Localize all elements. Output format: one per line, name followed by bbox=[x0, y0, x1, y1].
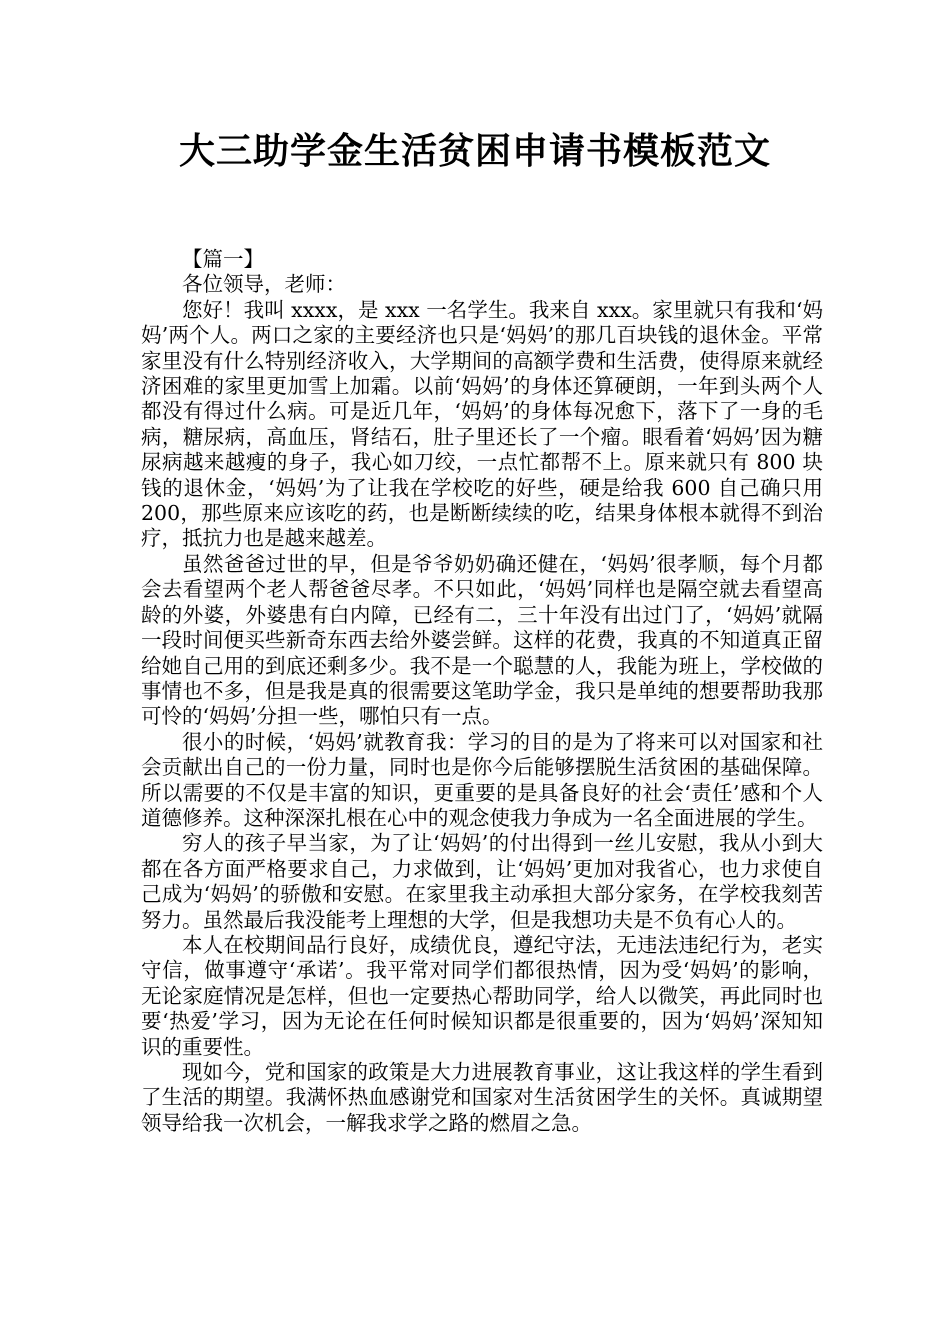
body-paragraph-1: 您好！我叫 xxxx，是 xxx 一名学生。我来自 xxx。家里就只有我和‘妈妈’两个人。两口之家的主要经济也只是‘妈妈’的那几百块钱的退休金。平常家里没有什么特别经济收入，大学期间的高额学费和生活费，使得原来就经济困难的家里更加雪上加霜。以前‘妈妈’的身体还算硬朗，一年到头两个人都没有得过什么病。可是近几年，‘妈妈’的身体每况愈下，落下了一身的毛病，糖尿病，高血压，肾结石，肚子里还长了一个瘤。眼看着‘妈妈’因为糖尿病越来越瘦的身子，我心如刀绞，一点忙都帮不上。原来就只有 800 块钱的退休金，‘妈妈’为了让我在学校吃的好些，硬是给我 600 自己确只用 200，那些原来应该吃的药，也是断断续续的吃，结果身体根本就得不到治疗，抵抗力也是越来越差。 bbox=[141, 297, 823, 551]
document-body bbox=[141, 247, 823, 1136]
salutation: 各位领导，老师： bbox=[182, 272, 346, 297]
body-paragraph-3: 很小的时候，‘妈妈’就教育我：学习的目的是为了将来可以对国家和社会贡献出自己的一份力量，同时也是你今后能够摆脱生活贫困的基础保障。所以需要的不仅是丰富的知识，更重要的是具备良好的社会‘责任’感和个人道德修养。这种深深扎根在心中的观念使我力争成为一名全面进展的学生。 bbox=[141, 729, 823, 830]
body-paragraph-2: 虽然爸爸过世的早，但是爷爷奶奶确还健在，‘妈妈’很孝顺，每个月都会去看望两个老人帮爸爸尽孝。不只如此，‘妈妈’同样也是隔空就去看望高龄的外婆，外婆患有白内障，已经有二，三十年没有出过门了，‘妈妈’就隔一段时间便买些新奇东西去给外婆尝鲜。这样的花费，我真的不知道真正留给她自己用的到底还剩多少。我不是一个聪慧的人，我能为班上，学校做的事情也不多，但是我是真的很需要这笔助学金，我只是单纯的想要帮助我那可怜的‘妈妈’分担一些，哪怕只有一点。 bbox=[141, 551, 823, 729]
body-paragraph-4: 穷人的孩子早当家，为了让‘妈妈’的付出得到一丝儿安慰，我从小到大都在各方面严格要求自己，力求做到，让‘妈妈’更加对我省心，也力求使自己成为‘妈妈’的骄傲和安慰。在家里我主动承担大部分家务，在学校我刻苦努力。虽然最后我没能考上理想的大学，但是我想功夫是不负有心人的。 bbox=[141, 831, 823, 932]
body-paragraph-5: 本人在校期间品行良好，成绩优良，遵纪守法，无违法违纪行为，老实守信，做事遵守‘承诺’。我平常对同学们都很热情，因为受‘妈妈’的影响，无论家庭情况是怎样，但也一定要热心帮助同学，给人以微笑，再此同时也要‘热爱’学习，因为无论在任何时候知识都是很重要的，因为‘妈妈’深知知识的重要性。 bbox=[141, 932, 823, 1059]
section-label: 【篇一】 bbox=[182, 247, 264, 271]
body-paragraph-6: 现如今，党和国家的政策是大力进展教育事业，这让我这样的学生看到了生活的期望。我满怀热血感谢党和国家对生活贫困学生的关怀。真诚期望领导给我一次机会，一解我求学之路的燃眉之急。 bbox=[141, 1060, 823, 1135]
document-title: 大三助学金生活贫困申请书模板范文 bbox=[178, 131, 771, 172]
